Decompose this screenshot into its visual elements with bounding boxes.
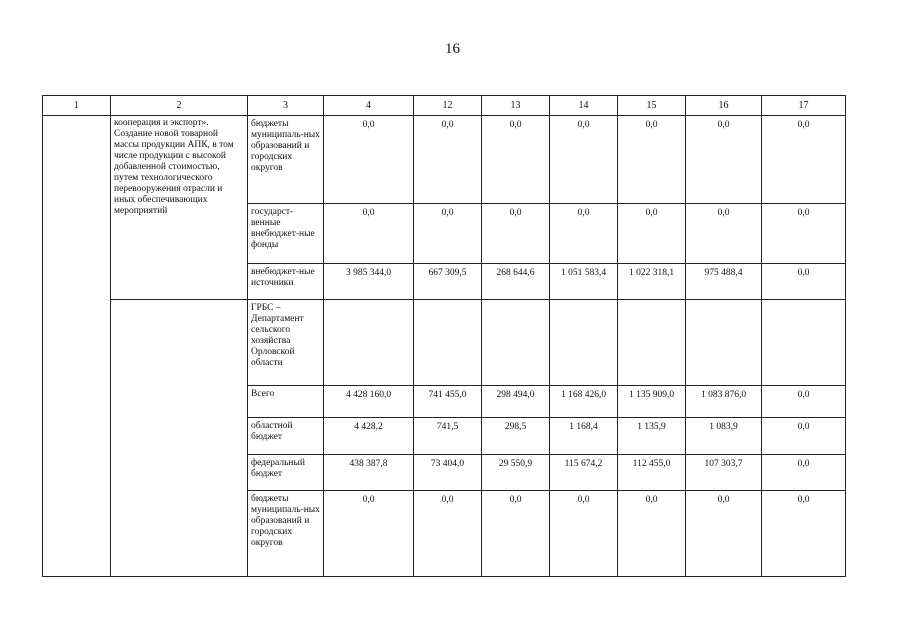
value-cell: 0,0 [324, 116, 414, 204]
value-cell: 268 644,6 [482, 264, 550, 300]
value-cell: 0,0 [414, 204, 482, 264]
value-cell: 1 083,9 [686, 418, 762, 455]
funding-source: Всего [248, 386, 324, 418]
value-cell: 4 428,2 [324, 418, 414, 455]
funding-source: государст-венные внебюджет-ные фонды [248, 204, 324, 264]
value-cell: 0,0 [550, 204, 618, 264]
value-cell: 0,0 [414, 116, 482, 204]
value-cell: 0,0 [482, 491, 550, 577]
value-cell: 0,0 [618, 204, 686, 264]
value-cell: 0,0 [762, 386, 846, 418]
column-header: 12 [414, 96, 482, 116]
table-row [43, 300, 846, 386]
column-header: 2 [111, 96, 248, 116]
column-header: 14 [550, 96, 618, 116]
value-cell: 112 455,0 [618, 455, 686, 491]
value-cell: 1 083 876,0 [686, 386, 762, 418]
measure-description: кооперация и экспорт». Создание новой товарной массы продукции АПК, в том числе продукции с высокой добавленной стоимостью, путем технологического перевооружения отрасли и иных обеспечивающих мероприятий [111, 116, 248, 300]
value-cell [414, 300, 482, 386]
value-cell: 0,0 [618, 116, 686, 204]
value-cell: 73 404,0 [414, 455, 482, 491]
column-header: 1 [43, 96, 111, 116]
value-cell [618, 300, 686, 386]
value-cell: 438 387,8 [324, 455, 414, 491]
value-cell: 1 135 909,0 [618, 386, 686, 418]
value-cell: 29 550,9 [482, 455, 550, 491]
value-cell: 107 303,7 [686, 455, 762, 491]
value-cell: 741 455,0 [414, 386, 482, 418]
value-cell: 0,0 [324, 204, 414, 264]
funding-source: ГРБС – Департамент сельского хозяйства Орловской области [248, 300, 324, 386]
value-cell: 3 985 344,0 [324, 264, 414, 300]
value-cell: 975 488,4 [686, 264, 762, 300]
value-cell: 1 168,4 [550, 418, 618, 455]
value-cell [686, 300, 762, 386]
value-cell: 0,0 [686, 204, 762, 264]
column-header: 15 [618, 96, 686, 116]
value-cell: 0,0 [762, 455, 846, 491]
value-cell: 0,0 [482, 204, 550, 264]
value-cell: 0,0 [762, 204, 846, 264]
value-cell: 0,0 [762, 116, 846, 204]
table-row [43, 116, 846, 204]
funding-source: бюджеты муниципаль-ных образований и городских округов [248, 491, 324, 577]
page-number: 16 [445, 41, 460, 57]
funding-source: бюджеты муниципаль-ных образований и городских округов [248, 116, 324, 204]
value-cell: 0,0 [482, 116, 550, 204]
value-cell: 1 022 318,1 [618, 264, 686, 300]
value-cell [550, 300, 618, 386]
funding-source: областной бюджет [248, 418, 324, 455]
value-cell [482, 300, 550, 386]
value-cell: 0,0 [550, 491, 618, 577]
column-header: 16 [686, 96, 762, 116]
column-header: 13 [482, 96, 550, 116]
value-cell: 667 309,5 [414, 264, 482, 300]
value-cell: 0,0 [414, 491, 482, 577]
value-cell: 0,0 [686, 491, 762, 577]
funding-source: федеральный бюджет [248, 455, 324, 491]
column-header: 17 [762, 96, 846, 116]
value-cell: 0,0 [762, 491, 846, 577]
value-cell: 1 168 426,0 [550, 386, 618, 418]
value-cell: 298,5 [482, 418, 550, 455]
value-cell: 115 674,2 [550, 455, 618, 491]
budget-table [42, 95, 846, 577]
measure-description-empty [111, 300, 248, 577]
value-cell: 298 494,0 [482, 386, 550, 418]
value-cell [762, 300, 846, 386]
value-cell: 0,0 [324, 491, 414, 577]
value-cell: 0,0 [762, 418, 846, 455]
value-cell: 741,5 [414, 418, 482, 455]
row-number-cell [43, 116, 111, 577]
value-cell: 4 428 160,0 [324, 386, 414, 418]
header-row [43, 96, 846, 116]
column-header: 4 [324, 96, 414, 116]
value-cell: 0,0 [618, 491, 686, 577]
value-cell: 1 051 583,4 [550, 264, 618, 300]
value-cell: 0,0 [762, 264, 846, 300]
column-header: 3 [248, 96, 324, 116]
value-cell: 0,0 [686, 116, 762, 204]
value-cell: 1 135,9 [618, 418, 686, 455]
value-cell: 0,0 [550, 116, 618, 204]
funding-source: внебюджет-ные источники [248, 264, 324, 300]
value-cell [324, 300, 414, 386]
